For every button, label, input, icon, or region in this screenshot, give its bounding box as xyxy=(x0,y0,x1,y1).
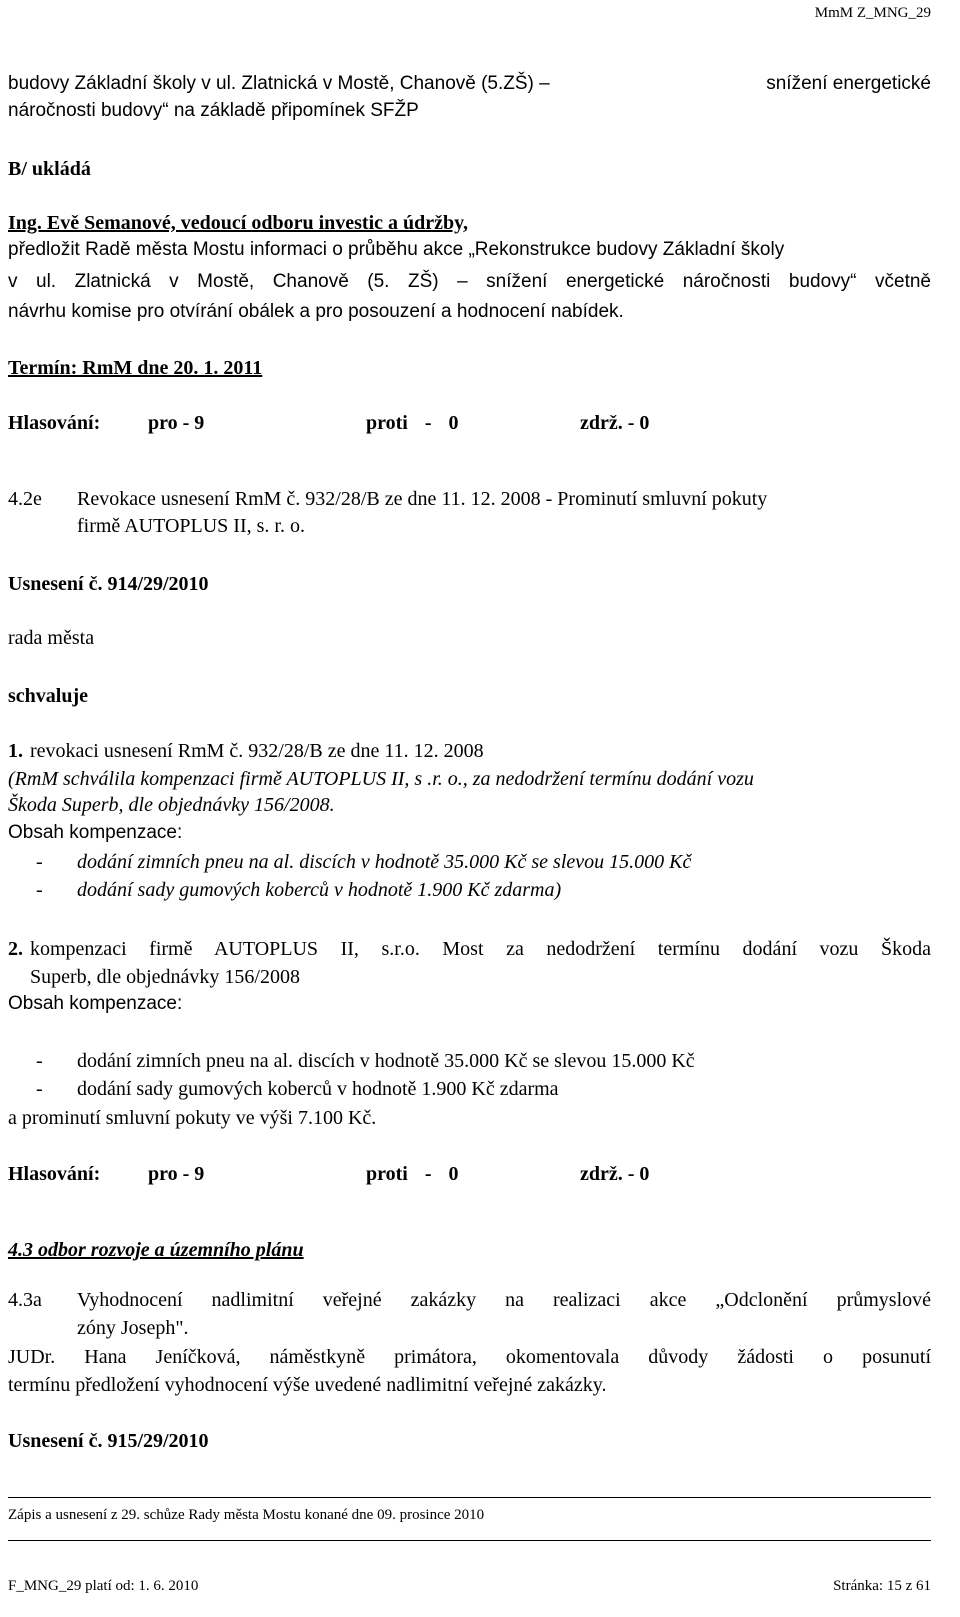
item-number: 4.3a xyxy=(8,1289,42,1311)
point-2-line-3: a prominutí smluvní pokuty ve výši 7.100 Kč. xyxy=(8,1107,377,1129)
vote-zdrz: zdrž. - 0 xyxy=(580,1163,650,1185)
point-2-line-2: Superb, dle objednávky 156/2008 xyxy=(30,966,300,988)
item-title-line-2: zóny Joseph". xyxy=(77,1317,189,1339)
point-2-number: 2. xyxy=(8,938,23,960)
point-1-obsah: Obsah kompenzace: xyxy=(8,822,183,843)
judr-line-1: JUDr. Hana Jeníčková, náměstkyně primátora, okomentovala důvody žádosti o posunutí xyxy=(8,1346,931,1368)
vote-label: Hlasování: xyxy=(8,412,101,434)
bullet-dash: - xyxy=(36,879,43,901)
intro-line-1 xyxy=(8,72,931,96)
point-1-italic-1: (RmM schválila kompenzaci firmě AUTOPLUS II, s .r. o., za nedodržení termínu dodání vozu xyxy=(8,768,754,790)
task-line-2: v ul. Zlatnická v Mostě, Chanově (5. ZŠ) – snížení energetické náročnosti budovy“ včetně xyxy=(8,271,931,292)
vote-proti: proti - 0 xyxy=(366,1163,459,1185)
document-code: MmM Z_MNG_29 xyxy=(814,5,931,21)
footer-divider xyxy=(8,1540,931,1541)
point-1-number: 1. xyxy=(8,740,23,762)
resolution-number: Usnesení č. 914/29/2010 xyxy=(8,573,209,595)
vote-label: Hlasování: xyxy=(8,1163,101,1185)
bullet-dash: - xyxy=(36,1050,43,1072)
vote-pro: pro - 9 xyxy=(148,1163,205,1185)
point-1-text: revokaci usnesení RmM č. 932/28/B ze dne 11. 12. 2008 xyxy=(30,740,484,762)
rada-mesta: rada města xyxy=(8,627,95,649)
point-1-italic-2: Škoda Superb, dle objednávky 156/2008. xyxy=(8,794,335,816)
footer-form-code: F_MNG_29 platí od: 1. 6. 2010 xyxy=(8,1578,199,1594)
resolution-number: Usnesení č. 915/29/2010 xyxy=(8,1430,209,1452)
intro-line-1a: budovy Základní školy v ul. Zlatnická v Mostě, Chanově (5.ZŠ) – xyxy=(8,73,550,94)
task-line-1: předložit Radě města Mostu informaci o průběhu akce „Rekonstrukce budovy Základní školy xyxy=(8,239,785,260)
intro-line-2: náročnosti budovy“ na základě připomínek SFŽP xyxy=(8,100,419,121)
item-number: 4.2e xyxy=(8,488,42,510)
vote-pro: pro - 9 xyxy=(148,412,205,434)
vote-zdrz: zdrž. - 0 xyxy=(580,412,650,434)
footer-divider xyxy=(8,1497,931,1498)
page-number: Stránka: 15 z 61 xyxy=(833,1578,931,1594)
point-2-bullet-2: dodání sady gumových koberců v hodnotě 1.900 Kč zdarma xyxy=(77,1078,559,1100)
point-2-bullet-1: dodání zimních pneu na al. discích v hodnotě 35.000 Kč se slevou 15.000 Kč xyxy=(77,1050,695,1072)
footer-title: Zápis a usnesení z 29. schůze Rady města Mostu konané dne 09. prosince 2010 xyxy=(8,1507,485,1523)
bullet-dash: - xyxy=(36,851,43,873)
judr-line-2: termínu předložení vyhodnocení výše uvedené nadlimitní veřejné zakázky. xyxy=(8,1374,607,1396)
termin: Termín: RmM dne 20. 1. 2011 xyxy=(8,357,263,379)
point-1-bullet-1: dodání zimních pneu na al. discích v hodnotě 35.000 Kč se slevou 15.000 Kč xyxy=(77,851,692,873)
task-person: Ing. Evě Semanové, vedoucí odboru investic a údržby, xyxy=(8,212,469,234)
b-uklada-heading: B/ ukládá xyxy=(8,158,91,180)
point-1-bullet-2: dodání sady gumových koberců v hodnotě 1.900 Kč zdarma) xyxy=(77,879,562,901)
vote-proti: proti - 0 xyxy=(366,412,459,434)
point-2-line-1: kompenzaci firmě AUTOPLUS II, s.r.o. Most za nedodržení termínu dodání vozu Škoda xyxy=(30,938,931,960)
section-heading: 4.3 odbor rozvoje a územního plánu xyxy=(8,1239,304,1261)
point-2-obsah: Obsah kompenzace: xyxy=(8,993,183,1014)
bullet-dash: - xyxy=(36,1078,43,1100)
item-title-line-1: Revokace usnesení RmM č. 932/28/B ze dne 11. 12. 2008 - Prominutí smluvní pokuty xyxy=(77,488,768,510)
schvaluje-heading: schvaluje xyxy=(8,685,88,707)
intro-line-1b: snížení energetické xyxy=(766,73,931,94)
item-title-line-1: Vyhodnocení nadlimitní veřejné zakázky na realizaci akce „Odclonění průmyslové xyxy=(77,1289,931,1311)
task-line-3: návrhu komise pro otvírání obálek a pro posouzení a hodnocení nabídek. xyxy=(8,301,624,322)
item-title-line-2: firmě AUTOPLUS II, s. r. o. xyxy=(77,515,305,537)
